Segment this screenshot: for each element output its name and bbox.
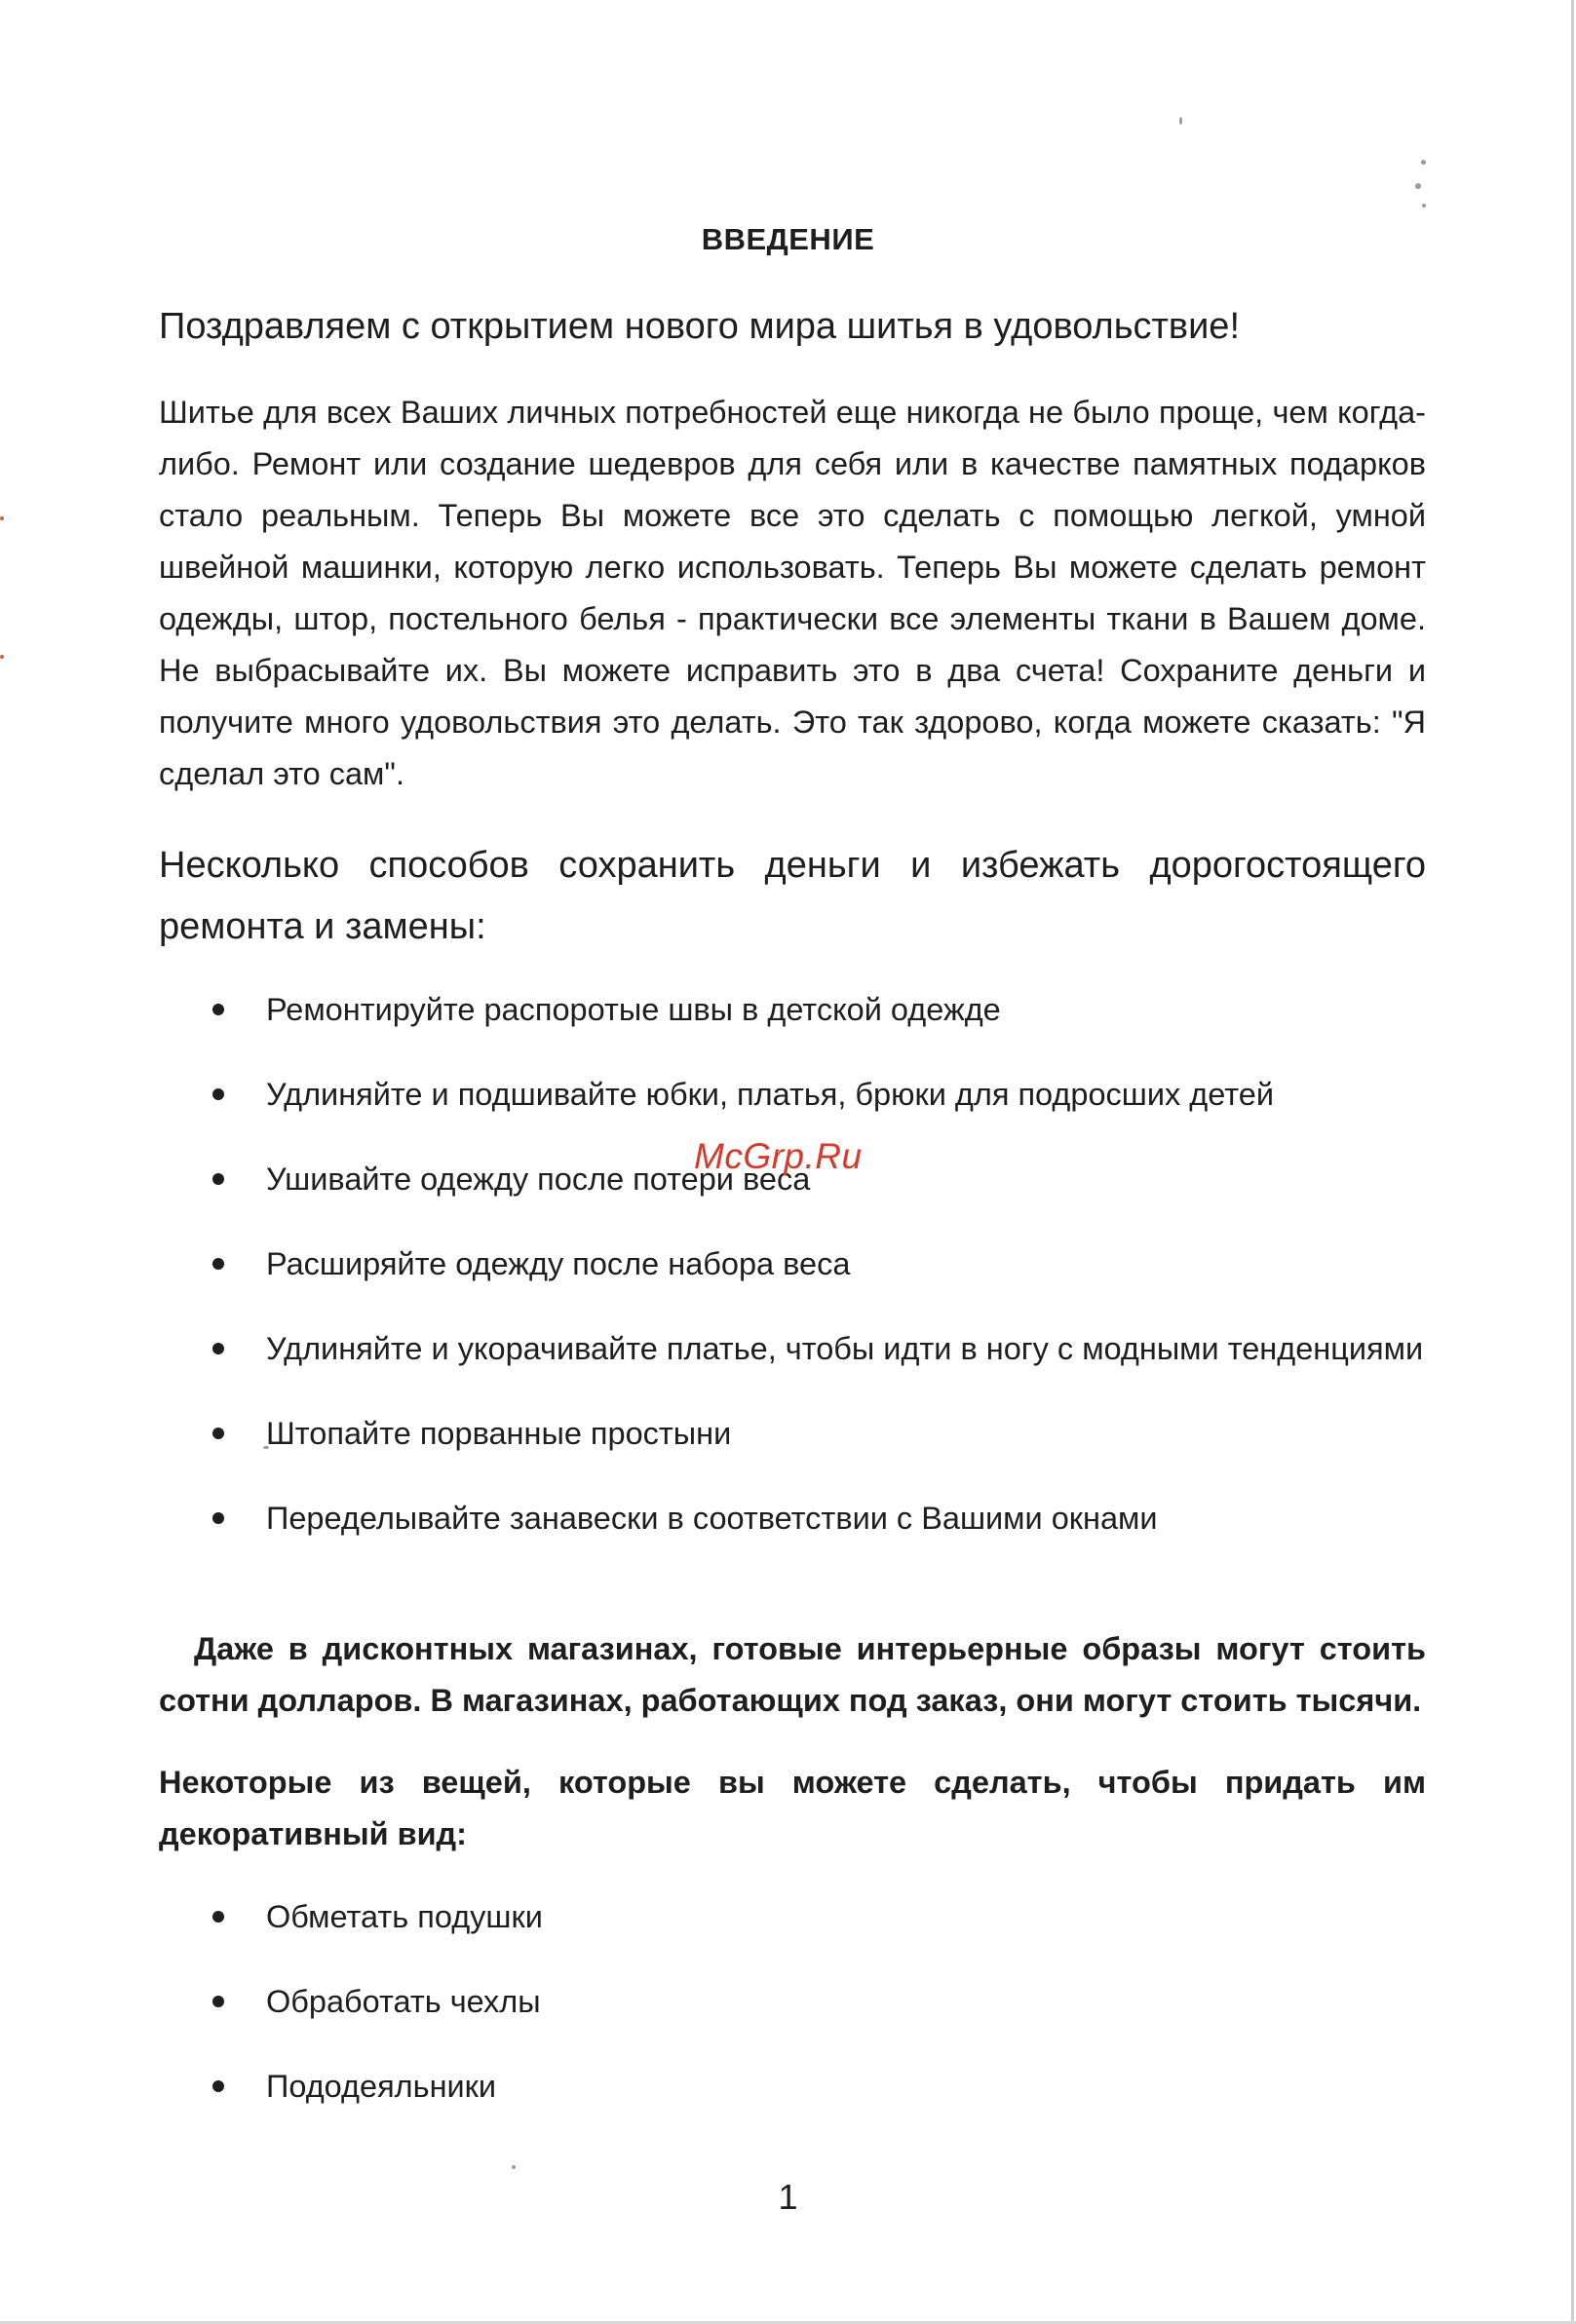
welcome-subheading: Поздравляем с открытием нового мира шитья в удовольствие!: [159, 306, 1240, 347]
savings-section-heading: Несколько способов сохранить деньги и избежать дорогостоящего ремонта и замены:: [159, 845, 1426, 947]
scan-speck: [0, 516, 4, 520]
page-title: ВВЕДЕНИЕ: [701, 222, 875, 256]
bullet-icon: [212, 1512, 224, 1524]
list-item-text: Ушивайте одежду после потери веса: [266, 1162, 811, 1197]
list-item: [159, 984, 1426, 1035]
list-item-text: Удлиняйте и подшивайте юбки, платья, брюки для подросших детей: [266, 1077, 1274, 1112]
list-item: [159, 1891, 1426, 1942]
decor-intro-paragraph: Некоторые из вещей, которые вы можете сделать, чтобы придать им декоративный вид:: [159, 1765, 1426, 1851]
bullet-icon: [212, 1004, 224, 1015]
bullet-icon: [212, 2080, 224, 2092]
bullet-icon: [212, 1428, 224, 1439]
scan-speck: [1421, 160, 1426, 165]
bullet-icon: [212, 1911, 224, 1923]
cost-paragraph: Даже в дисконтных магазинах, готовые интерьерные образы могут стоить сотни долларов. В магазинах, работающих под заказ, они могут стоить тысячи.: [159, 1631, 1426, 1718]
scan-speck: [1422, 204, 1426, 208]
watermark-link[interactable]: McGrp.Ru: [694, 1136, 863, 1176]
list-item-text: Ремонтируйте распоротые швы в детской одежде: [266, 992, 1001, 1027]
list-item: [159, 1976, 1426, 2027]
list-item-text: Расширяйте одежду после набора веса: [266, 1246, 851, 1281]
page-number: 1: [778, 2177, 798, 2217]
list-item-text: Переделывайте занавески в соответствии с Вашими окнами: [266, 1501, 1158, 1536]
list-item-text: Удлиняйте и укорачивайте платье, чтобы идти в ногу с модными тенденциями: [266, 1331, 1424, 1366]
scan-edge-right: [1571, 0, 1574, 2324]
bullet-icon: [212, 1343, 224, 1354]
list-item-text: Обметать подушки: [266, 1899, 543, 1934]
savings-list: [159, 984, 1426, 1578]
bullet-icon: [212, 1996, 224, 2007]
list-item: [159, 1238, 1426, 1289]
list-item: [159, 1323, 1426, 1374]
list-item: [159, 1408, 1426, 1459]
list-item-text: Штопайте порванные простыни: [266, 1416, 732, 1451]
list-item-text: Пододеяльники: [266, 2069, 497, 2104]
intro-paragraph: Шитье для всех Ваших личных потребностей еще никогда не было проще, чем когда-либо. Ремонт или создание шедевров для себя или в качестве памятных подарков стало реальным. Теперь Вы можете все это сделать с помощью легкой, умной швейной машинки, которую легко использовать. Теперь Вы можете сделать ремонт одежды, штор, постельного белья - практически все элементы ткани в Вашем доме. Не выбрасывайте их. Вы можете исправить это в два счета! Сохраните деньги и получите много удовольствия это делать. Это так здорово, когда можете сказать: "Я сделал это сам".: [159, 395, 1426, 791]
list-item-text: Обработать чехлы: [266, 1984, 541, 2019]
list-item: [159, 1493, 1426, 1543]
bullet-icon: [212, 1088, 224, 1100]
scan-speck: [0, 655, 4, 659]
scan-speck: [1415, 183, 1421, 189]
bullet-icon: [212, 1258, 224, 1270]
list-item: [159, 1069, 1426, 1120]
decor-list: [159, 1891, 1426, 2146]
scan-speck: [1179, 117, 1182, 125]
scan-speck: [512, 2165, 516, 2169]
bullet-icon: [212, 1173, 224, 1185]
list-item: [159, 2061, 1426, 2112]
